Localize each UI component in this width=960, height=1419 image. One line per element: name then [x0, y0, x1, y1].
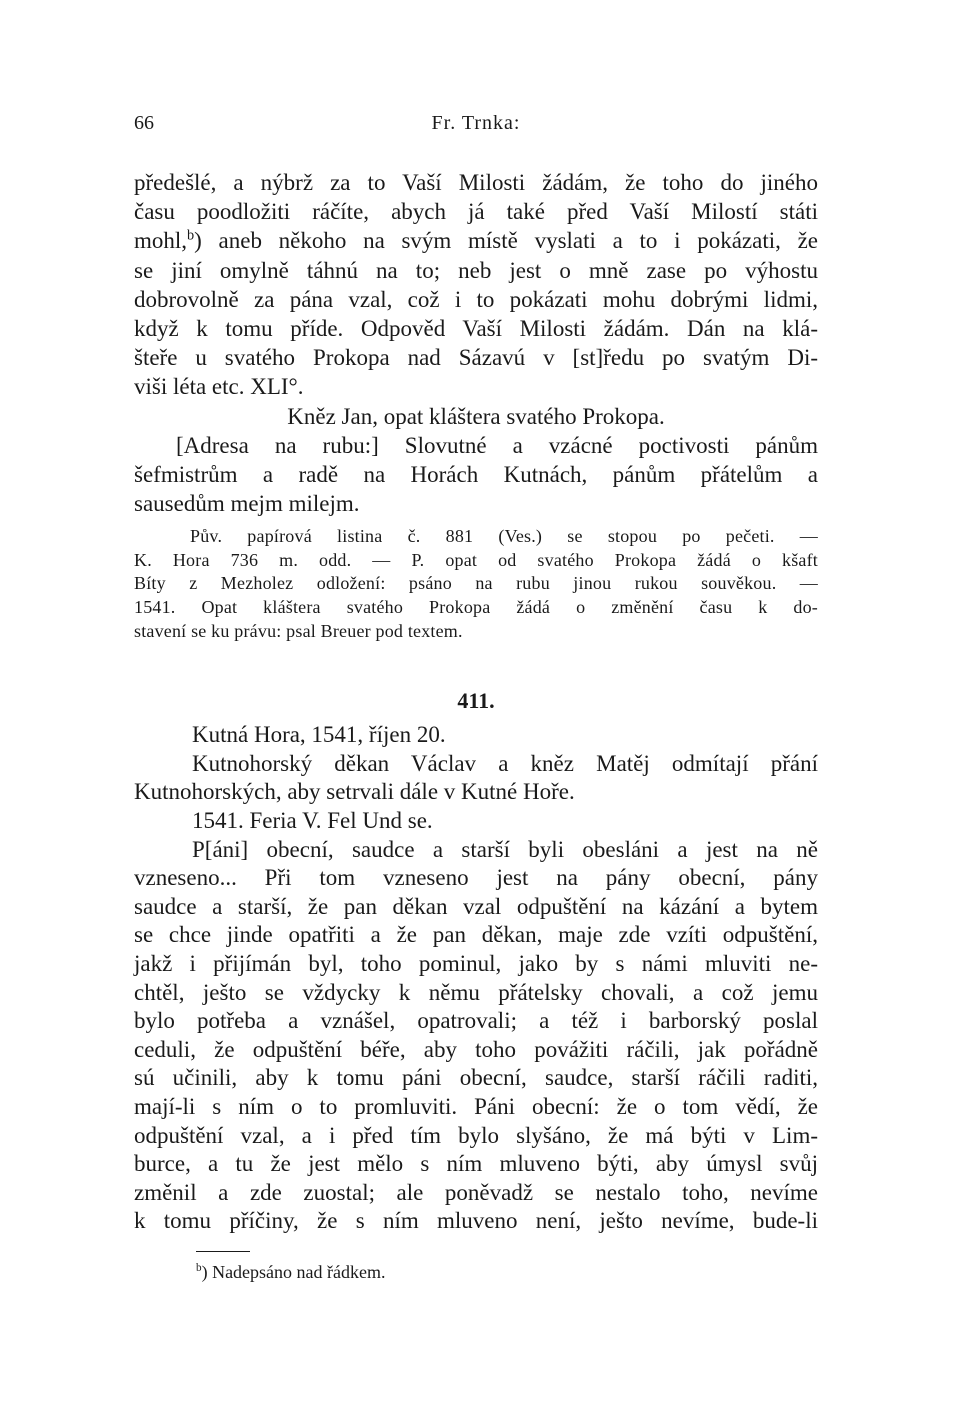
note-line: Pův. papírová listina č. 881 (Ves.) se stopou po pečeti. — — [190, 526, 818, 547]
address-line: [Adresa na rubu:] Slovutné a vzácné poctivosti pánům — [176, 432, 818, 458]
text-fragment: mohl, — [134, 228, 188, 254]
footnote — [196, 1262, 386, 1283]
text-line: k tomu příčiny, že s ním mluveno není, ješto nevíme, bude-li — [134, 1208, 818, 1234]
text-line: saudce a starší, že pan děkan vzal odpuštění na kázání a bytem — [134, 893, 818, 919]
text-line: času poodložiti ráčíte, abych já také před Vaší Milostí státi — [134, 199, 818, 225]
page-number: 66 — [134, 112, 154, 134]
text-line: P[áni] obecní, saudce a starší byli obesláni a jest na ně — [192, 836, 818, 862]
regest-line: Kutnohorský děkan Václav a kněz Matěj odmítají přání — [192, 750, 818, 776]
text-line: dobrovolně za pána vzal, což i to pokázati mohu dobrými lidmi, — [134, 286, 818, 312]
regest-line: Kutnohorských, aby setrvali dále v Kutné Hoře. — [134, 779, 575, 805]
date-line: 1541. Feria V. Fel Und se. — [192, 808, 433, 833]
address-line: sausedům mejm milejm. — [134, 491, 360, 517]
text-line: vzneseno... Při tom vzneseno jest na pány obecní, pány — [134, 865, 818, 891]
note-line: 1541. Opat kláštera svatého Prokopa žádá o změnění času k do- — [134, 597, 818, 618]
text-line — [134, 226, 818, 255]
running-head: Fr. Trnka: — [431, 112, 521, 134]
text-line: viši léta etc. XLI°. — [134, 374, 304, 400]
text-line: ceduli, že odpuštění béře, aby toho povážiti ráčili, jak pořádně — [134, 1036, 818, 1062]
entry-heading: Kutná Hora, 1541, říjen 20. — [192, 722, 446, 748]
text-line: změnil a zde zuostal; ale poněvadž se nestalo toho, nevíme — [134, 1179, 818, 1205]
note-line: stavení se ku právu: psal Breuer pod textem. — [134, 620, 463, 641]
page-body — [134, 168, 818, 1236]
footnote-text: ) Nadepsáno nad řádkem. — [201, 1262, 386, 1282]
letter-text — [134, 168, 818, 518]
text-line: mají-li s ním o to promluviti. Páni obecní: že o tom vědí, že — [134, 1093, 818, 1119]
footnote-rule — [196, 1251, 250, 1252]
page-header — [134, 112, 818, 142]
source-note — [134, 525, 818, 643]
note-line: Bíty z Mezholez odložení: psáno na rubu jinou rukou souvěkou. — — [134, 573, 818, 594]
note-line: K. Hora 736 m. odd. — P. opat od svatého Prokopa žádá o kšaft — [134, 549, 818, 570]
document-number: 411. — [457, 688, 495, 714]
text-line: chtěl, ješto se vždycky k němu přátelsky chovali, a což jemu — [134, 979, 818, 1005]
text-line: když k tomu příde. Odpověd Vaší Milosti žádám. Dán na klá- — [134, 315, 818, 341]
address-line: šefmistrům a radě na Horách Kutnách, pánům přátelům a — [134, 461, 818, 487]
signature-line: Kněz Jan, opat kláštera svatého Prokopa. — [287, 403, 665, 429]
text-line: bylo potřeba a vznášel, opatrovali; a též i barborský poslal — [134, 1008, 818, 1034]
text-line: předešlé, a nýbrž za to Vaší Milosti žádám, že toho do jiného — [134, 170, 818, 195]
footnote-mark: b — [196, 1262, 202, 1274]
text-line: jakž i přijímán byl, toho pominul, jako by s námi mluviti ne- — [134, 950, 818, 976]
text-line: odpuštění vzal, a i před tím bylo slyšáno, že má býti v Lim- — [134, 1122, 818, 1148]
text-fragment: ) aneb někoho na svým místě vyslati a to i pokázati, že — [194, 228, 818, 254]
entry-text — [134, 721, 818, 1236]
text-line: sú učinili, aby k tomu páni obecní, saudce, starší ráčili raditi, — [134, 1065, 818, 1091]
text-line: se chce jinde opatřiti a že pan děkan, maje zde vzíti odpuštění, — [134, 922, 818, 948]
footnote-ref: b — [187, 227, 195, 244]
text-line: se jiní omylně táhnú na to; neb jest o mně zase po výhostu — [134, 257, 818, 283]
text-line: šteře u svatého Prokopa nad Sázavú v [st]ředu po svatým Di- — [134, 345, 818, 371]
text-line: burce, a tu že jest mělo s ním mluveno býti, aby úmysl svůj — [134, 1151, 818, 1177]
